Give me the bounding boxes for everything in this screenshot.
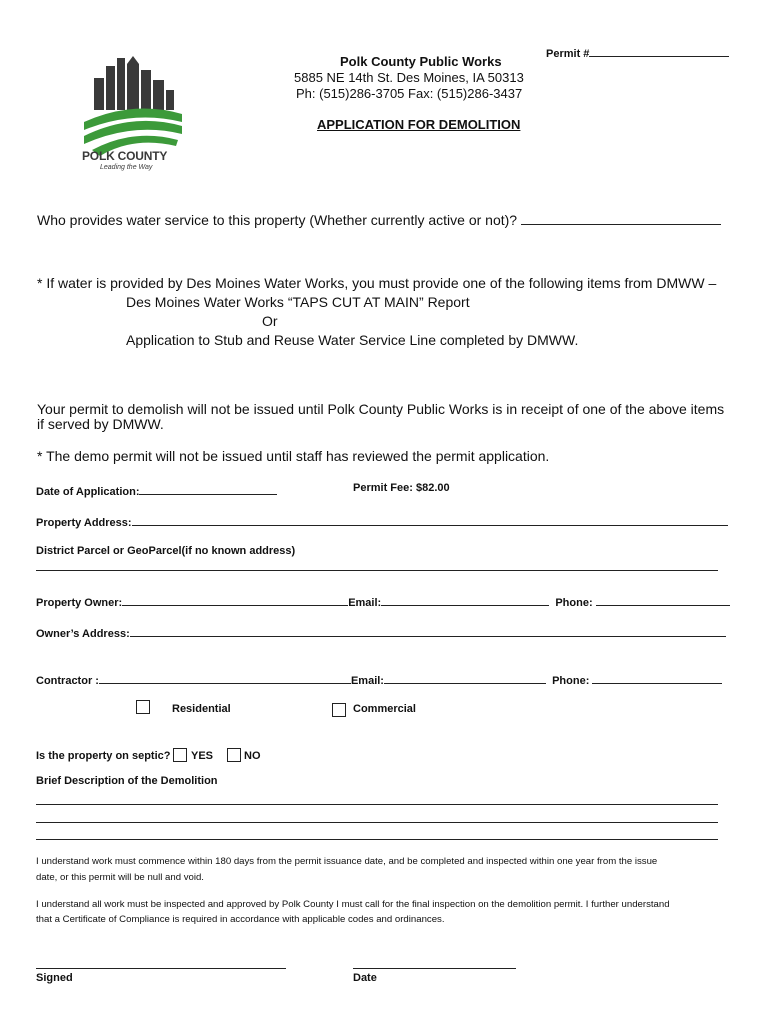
district-parcel-label: District Parcel or GeoParcel(if no known address) <box>36 545 296 557</box>
signature-field[interactable] <box>36 956 286 969</box>
owners-address-field[interactable] <box>130 624 726 637</box>
inspection-statement-line-1: I understand all work must be inspected and approved by Polk County I must call for the final inspection on the demolition permit. I further understand <box>36 899 670 910</box>
property-address-field[interactable] <box>132 513 728 526</box>
residential-label: Residential <box>172 703 231 715</box>
logo-tagline: Leading the Way <box>100 164 153 171</box>
owner-phone-field[interactable] <box>596 593 730 606</box>
contractor-email-field[interactable] <box>384 671 546 684</box>
date-of-application: Date of Application: <box>36 482 277 498</box>
date-of-application-field[interactable] <box>139 482 277 495</box>
district-parcel-field[interactable] <box>36 558 718 571</box>
owner-email-field[interactable] <box>381 593 549 606</box>
dmww-note: * If water is provided by Des Moines Water Works, you must provide one of the following items from DMWW – <box>37 275 717 291</box>
dmww-item-2: Application to Stub and Reuse Water Service Line completed by DMWW. <box>126 332 579 348</box>
description-line-3[interactable] <box>36 827 718 840</box>
septic-no-checkbox[interactable] <box>227 748 241 762</box>
date-label: Date <box>353 972 377 984</box>
inspection-statement-line-2: that a Certificate of Compliance is required in accordance with applicable codes and ordinances. <box>36 914 445 925</box>
property-owner-field[interactable] <box>122 593 348 606</box>
permit-notice-line-1: Your permit to demolish will not be issued until Polk County Public Works is in receipt of one of the above items <box>37 401 725 417</box>
brief-description-label: Brief Description of the Demolition <box>36 775 218 787</box>
commercial-checkbox[interactable] <box>332 703 346 717</box>
commencement-statement-line-2: date, or this permit will be null and void. <box>36 872 204 883</box>
staff-review-notice: * The demo permit will not be issued until staff has reviewed the permit application. <box>37 448 550 464</box>
owners-address: Owner’s Address: <box>36 624 726 640</box>
contractor-phone-field[interactable] <box>592 671 722 684</box>
org-address: 5885 NE 14th St. Des Moines, IA 50313 <box>294 70 524 85</box>
signature-date-field[interactable] <box>353 956 516 969</box>
dmww-or: Or <box>262 313 278 329</box>
commercial-label: Commercial <box>353 703 416 715</box>
septic-question: Is the property on septic? <box>36 750 171 762</box>
permit-fee: Permit Fee: $82.00 <box>353 482 450 494</box>
septic-yes-checkbox[interactable] <box>173 748 187 762</box>
description-line-2[interactable] <box>36 810 718 823</box>
property-address: Property Address: <box>36 513 728 529</box>
septic-no-label: NO <box>244 750 261 762</box>
residential-checkbox[interactable] <box>136 700 150 714</box>
logo-name: POLK COUNTY <box>82 149 168 163</box>
form-title: APPLICATION FOR DEMOLITION <box>317 117 521 132</box>
water-provider-field[interactable] <box>521 212 721 225</box>
org-phone-fax: Ph: (515)286-3705 Fax: (515)286-3437 <box>296 86 523 101</box>
permit-notice-line-2: if served by DMWW. <box>37 416 164 432</box>
permit-number-field[interactable] <box>589 44 729 57</box>
septic-yes-label: YES <box>191 750 214 762</box>
signed-label: Signed <box>36 972 73 984</box>
contractor: Contractor : Email: Phone: <box>36 671 722 687</box>
property-owner: Property Owner: Email: Phone: <box>36 593 730 609</box>
description-line-1[interactable] <box>36 792 718 805</box>
org-name: Polk County Public Works <box>340 54 502 69</box>
contractor-field[interactable] <box>99 671 351 684</box>
commencement-statement-line-1: I understand work must commence within 180 days from the permit issuance date, and be completed and inspected within one year from the issue <box>36 856 658 867</box>
polk-county-logo <box>78 52 188 177</box>
permit-number-label: Permit # <box>546 44 729 60</box>
water-provider-question: Who provides water service to this property (Whether currently active or not)? <box>37 212 721 228</box>
dmww-item-1: Des Moines Water Works “TAPS CUT AT MAIN” Report <box>126 294 470 310</box>
